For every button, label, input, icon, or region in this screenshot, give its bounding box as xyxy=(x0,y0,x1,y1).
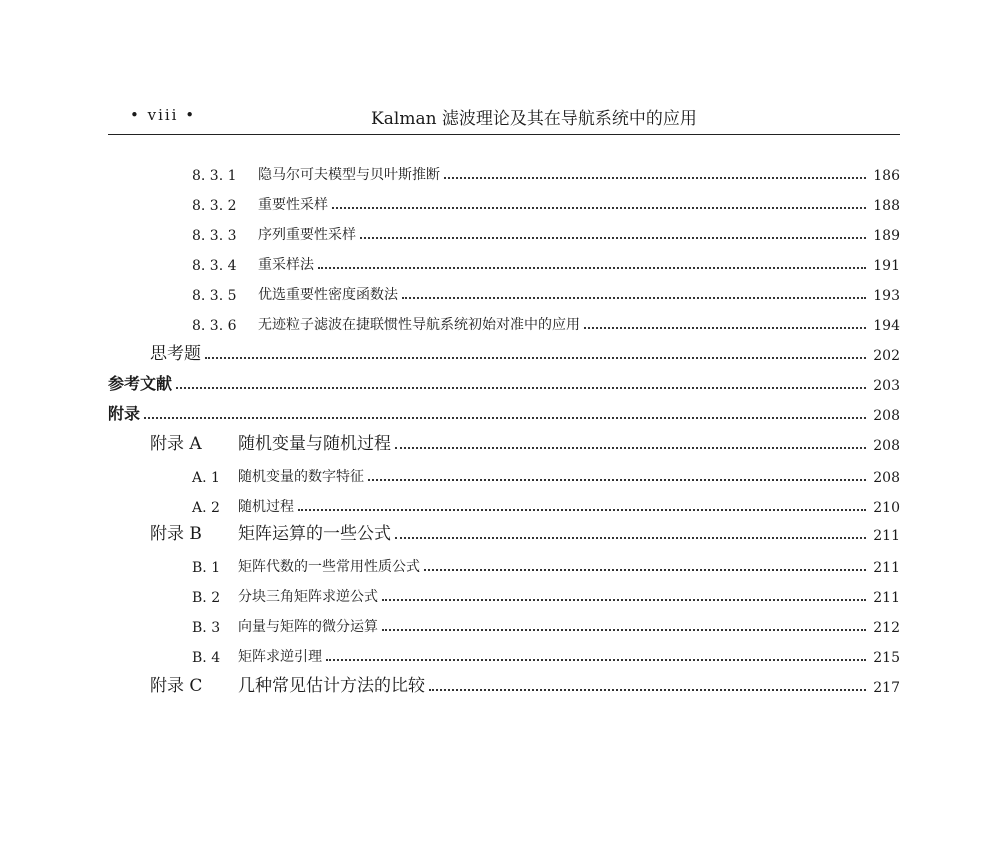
dot-leader xyxy=(382,629,866,631)
toc-entry-title: 参考文献 xyxy=(108,374,173,393)
dot-leader xyxy=(368,479,866,481)
toc-entry-8-3-3[interactable] xyxy=(192,220,900,244)
dot-leader xyxy=(332,207,866,209)
toc-entry-a-1[interactable] xyxy=(192,462,900,486)
toc-entry-8-3-6[interactable] xyxy=(192,310,900,334)
toc-entry-number: 8. 3. 3 xyxy=(192,228,237,244)
dot-leader xyxy=(424,569,866,571)
toc-entry-number: 附录 B xyxy=(150,524,202,544)
toc-entry-number: 8. 3. 4 xyxy=(192,258,237,274)
dot-leader xyxy=(584,327,866,329)
toc-entry-number: 附录 A xyxy=(150,434,202,454)
page-folio: • viii • xyxy=(130,106,197,124)
toc-entry-page: 202 xyxy=(873,348,900,364)
toc-entry-title: 向量与矩阵的微分运算 xyxy=(238,619,378,635)
toc-entry-page: 210 xyxy=(873,500,900,516)
toc-entry-page: 203 xyxy=(873,378,900,394)
toc-entry-8-3-2[interactable] xyxy=(192,190,900,214)
toc-entry-title: 矩阵求逆引理 xyxy=(238,649,322,665)
dot-leader xyxy=(395,447,866,449)
toc-entry-page: 215 xyxy=(873,650,900,666)
toc-entry-b-3[interactable] xyxy=(192,612,900,636)
toc-entry-title: 重采样法 xyxy=(258,257,314,273)
toc-entry-number: B. 3 xyxy=(192,620,221,636)
toc-entry-a-2[interactable] xyxy=(192,492,900,516)
toc-entry-exercises[interactable] xyxy=(150,340,900,364)
toc-entry-number: B. 2 xyxy=(192,590,221,606)
toc-entry-appendix-a[interactable] xyxy=(150,430,900,454)
dot-leader xyxy=(395,537,866,539)
toc-entry-number: B. 1 xyxy=(192,560,221,576)
toc-entry-b-4[interactable] xyxy=(192,642,900,666)
toc-entry-number: 8. 3. 6 xyxy=(192,318,237,334)
toc-entry-b-1[interactable] xyxy=(192,552,900,576)
toc-entry-title: 几种常见估计方法的比较 xyxy=(238,676,425,696)
dot-leader xyxy=(176,387,866,389)
toc-entry-8-3-4[interactable] xyxy=(192,250,900,274)
toc-entry-page: 208 xyxy=(873,408,900,424)
dot-leader xyxy=(205,357,866,359)
toc-entry-page: 212 xyxy=(873,620,900,636)
toc-entry-8-3-5[interactable] xyxy=(192,280,900,304)
toc-entry-title: 隐马尔可夫模型与贝叶斯推断 xyxy=(258,167,440,183)
toc-entry-number: 8. 3. 5 xyxy=(192,288,237,304)
toc-entry-number: A. 2 xyxy=(192,500,220,516)
toc-entry-page: 217 xyxy=(873,680,900,696)
toc-entry-title: 序列重要性采样 xyxy=(258,227,356,243)
toc-entry-title: 分块三角矩阵求逆公式 xyxy=(238,589,378,605)
toc-entry-page: 208 xyxy=(873,438,900,454)
toc-entry-8-3-1[interactable] xyxy=(192,160,900,184)
toc-entry-number: 8. 3. 1 xyxy=(192,168,237,184)
dot-leader xyxy=(360,237,866,239)
dot-leader xyxy=(382,599,866,601)
toc-entry-title: 无迹粒子滤波在捷联惯性导航系统初始对准中的应用 xyxy=(258,317,580,333)
toc-entry-page: 186 xyxy=(873,168,900,184)
toc-entry-b-2[interactable] xyxy=(192,582,900,606)
toc-entry-appendix-b[interactable] xyxy=(150,520,900,544)
toc-entry-appendix[interactable] xyxy=(108,400,900,424)
dot-leader xyxy=(402,297,866,299)
toc-entry-appendix-c[interactable] xyxy=(150,672,900,696)
toc-entry-title: 随机变量的数字特征 xyxy=(238,469,364,485)
dot-leader xyxy=(444,177,866,179)
toc-entry-number: 8. 3. 2 xyxy=(192,198,237,214)
toc-entry-page: 211 xyxy=(873,560,900,576)
toc-entry-title: 矩阵运算的一些公式 xyxy=(238,524,391,544)
toc-entry-page: 194 xyxy=(873,318,900,334)
toc-entry-title: 重要性采样 xyxy=(258,197,328,213)
toc-entry-title: 随机变量与随机过程 xyxy=(238,434,391,454)
toc-entry-title: 思考题 xyxy=(150,344,201,364)
toc-entry-references[interactable] xyxy=(108,370,900,394)
toc-entry-page: 188 xyxy=(873,198,900,214)
toc-entry-page: 193 xyxy=(873,288,900,304)
toc-entry-title: 随机过程 xyxy=(238,499,294,515)
toc-entry-page: 211 xyxy=(873,528,900,544)
toc-entry-page: 189 xyxy=(873,228,900,244)
dot-leader xyxy=(298,509,866,511)
toc-entry-page: 208 xyxy=(873,470,900,486)
dot-leader xyxy=(318,267,866,269)
toc-entry-number: A. 1 xyxy=(192,470,220,486)
running-title: Kalman 滤波理论及其在导航系统中的应用 xyxy=(371,109,697,129)
toc-entry-number: 附录 C xyxy=(150,676,203,696)
toc-entry-title: 优选重要性密度函数法 xyxy=(258,287,398,303)
toc-entry-number: B. 4 xyxy=(192,650,221,666)
toc-entry-title: 矩阵代数的一些常用性质公式 xyxy=(238,559,420,575)
dot-leader xyxy=(144,417,866,419)
toc-entry-title: 附录 xyxy=(108,404,141,423)
toc-entry-page: 211 xyxy=(873,590,900,606)
toc-entry-page: 191 xyxy=(873,258,900,274)
dot-leader xyxy=(326,659,866,661)
dot-leader xyxy=(429,689,866,691)
